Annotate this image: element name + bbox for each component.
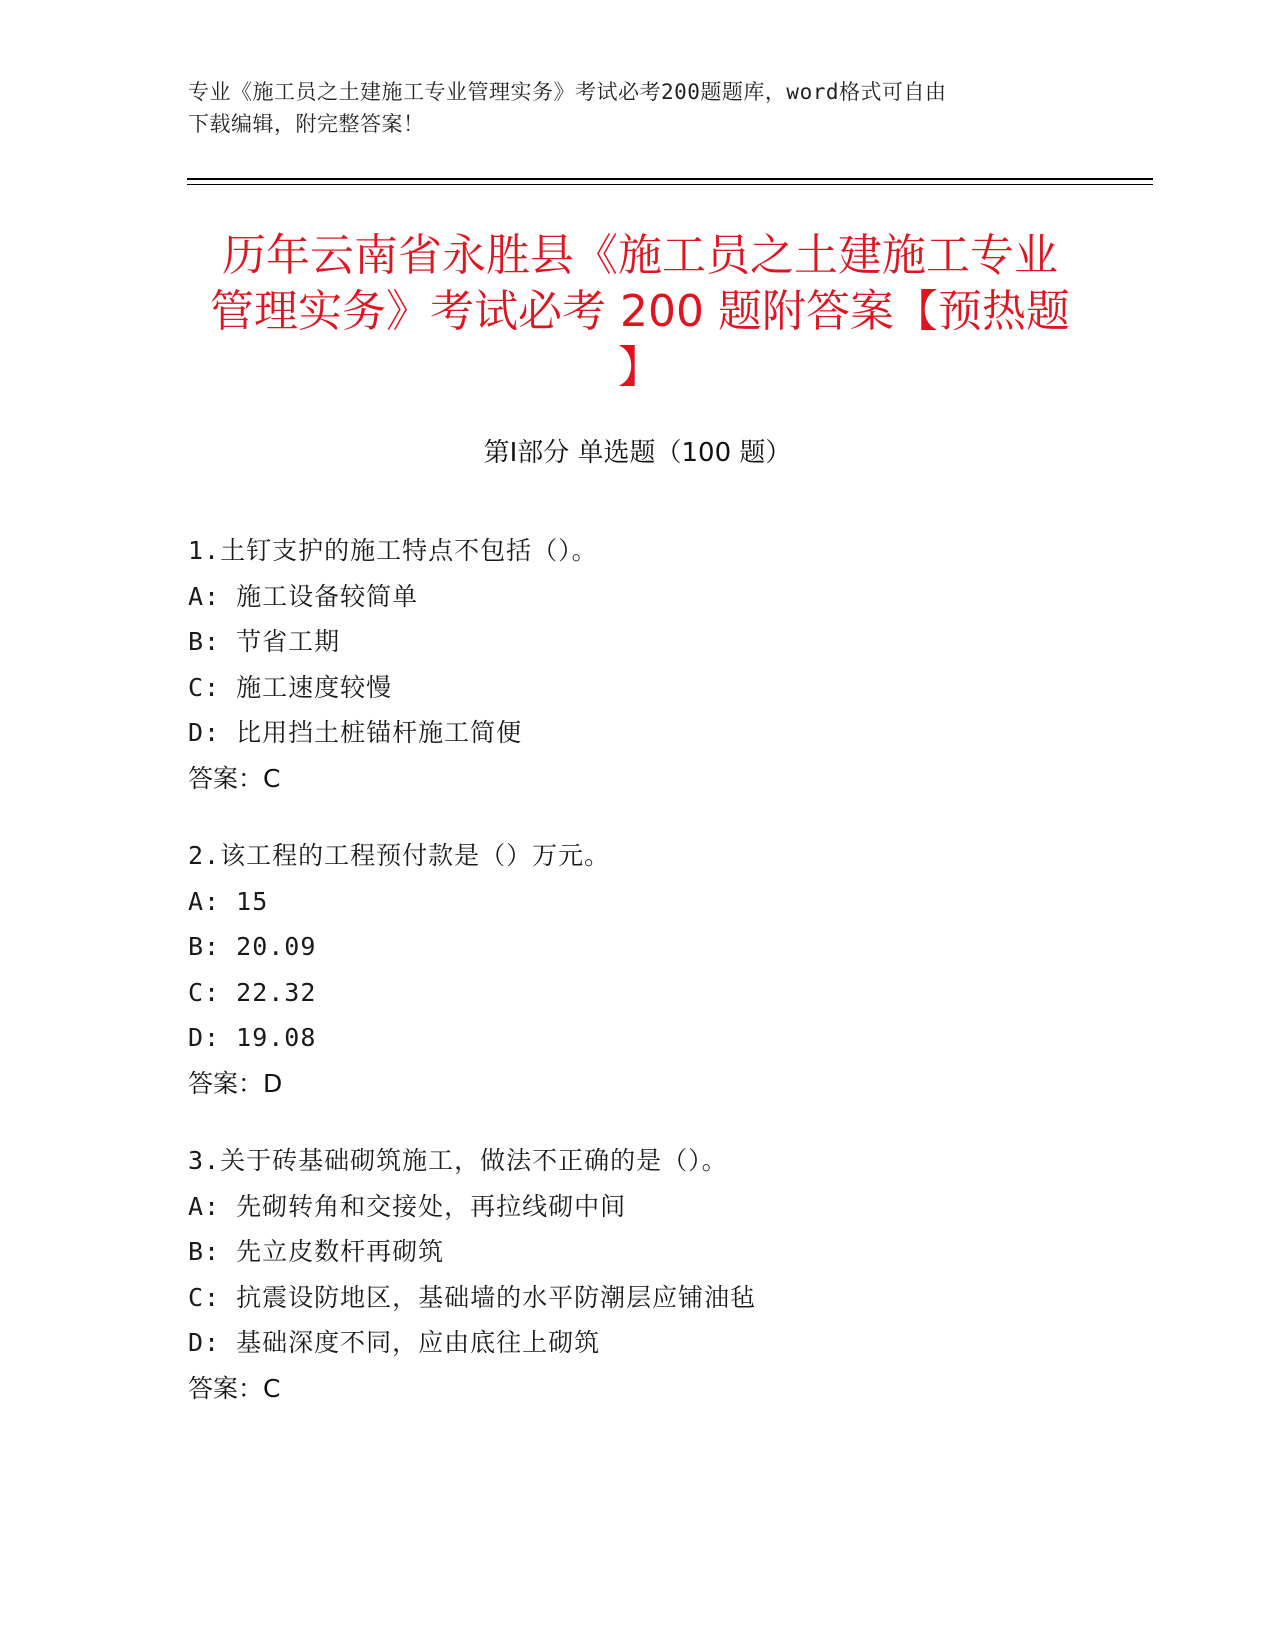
option-b: B: 先立皮数杆再砌筑 (188, 1237, 445, 1266)
option-c: C: 22.32 (188, 977, 317, 1007)
question-stem: 3.关于砖基础砌筑施工，做法不正确的是（）。 (188, 1146, 728, 1175)
question-item (188, 833, 1148, 1106)
option-d: D: 基础深度不同，应由底往上砌筑 (188, 1328, 601, 1357)
question-item (188, 528, 1148, 801)
option-d: D: 19.08 (188, 1023, 317, 1052)
option-b: B: 20.09 (188, 932, 317, 961)
question-list (188, 528, 1148, 1443)
question-stem: 1.土钉支护的施工特点不包括（）。 (188, 536, 598, 565)
question-item (188, 1138, 1148, 1411)
header-rule-thick (187, 178, 1153, 180)
title-line-2: 管理实务》考试必考 200 题附答案【预热题 (210, 286, 1070, 337)
answer: 答案：D (188, 1068, 283, 1098)
title-line-3: 】 (618, 342, 662, 393)
header-note (188, 76, 1078, 140)
title-line-1: 历年云南省永胜县《施工员之土建施工专业 (222, 230, 1058, 281)
option-a: A: 15 (188, 886, 269, 916)
answer: 答案：C (188, 763, 281, 793)
header-note-line-2: 下载编辑，附完整答案！ (188, 112, 425, 136)
header-note-line-1: 专业《施工员之土建施工专业管理实务》考试必考200题题库，word格式可自由 (188, 80, 947, 104)
question-stem: 2.该工程的工程预付款是（）万元。 (188, 841, 611, 870)
header-rule-thin (187, 184, 1153, 185)
option-a: A: 先砌转角和交接处，再拉线砌中间 (188, 1191, 627, 1221)
option-d: D: 比用挡土桩锚杆施工简便 (188, 718, 523, 747)
section-title: 第Ⅰ部分 单选题（100 题） (483, 438, 792, 468)
option-b: B: 节省工期 (188, 627, 341, 656)
answer: 答案：C (188, 1373, 281, 1403)
option-a: A: 施工设备较简单 (188, 581, 419, 611)
option-c: C: 抗震设防地区，基础墙的水平防潮层应铺油毡 (188, 1282, 757, 1312)
option-c: C: 施工速度较慢 (188, 672, 393, 702)
document-title (190, 228, 1090, 396)
